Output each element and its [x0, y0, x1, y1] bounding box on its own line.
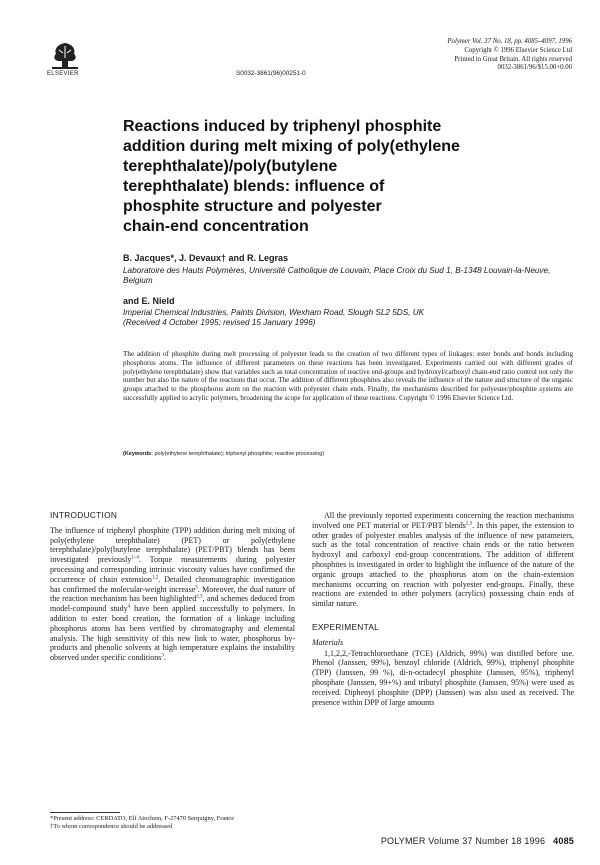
text-run: . Detailed chromatographic investigation has confirmed the molecular-weight increase [50, 574, 296, 594]
title-line: terephthalate)/poly(butylene [123, 158, 338, 175]
keywords [123, 451, 573, 457]
materials-paragraph: 1,1,2,2,-Tetrachloroethane (TCE) (Aldrich, 99%) was distilled before use. Phenol (Janssen, 99%), benzoyl chloride (Aldrich, 99%), triphenyl phosphite (TPP) (Janssen, 99 %), di-n-octadecyl phosphite (Janssen, 95%), triphenyl phosphate (Janssen, 99+%) and tributyl phosphite (Janssen, 95%) were used as received. Diphenyl phosphite (DPP) (Janssen) was also used as received. The presence within DPP of large amounts [312, 648, 574, 707]
subsection-heading-materials: Materials [312, 637, 344, 647]
page-footer [312, 836, 574, 846]
keywords-text: poly(ethylene terephthalate); triphenyl phosphite; reactive processing) [154, 451, 325, 457]
publisher-logo [50, 40, 80, 70]
footnote: †To whom correspondence should be addressed [50, 823, 173, 830]
text-run: , and schemes deduced from model-compound study [50, 594, 295, 614]
abstract: The addition of phosphite during melt processing of polyester leads to the creation of two different types of linkages: ester bonds and bonds including phosphorus atoms. The influence of different parameters on these reactions has been investigated. Experiments carried out with different grades of poly(ethylene terephthalate) show that variables such as total concentration of reactive end-groups and hydroxyl/carboxyl chain-end ratio control not only the number but also the nature of the reactions that occur. The addition of different phosphites also reveals the influence of the nature and structure of the organic groups attached to the phosphorus atom on the reaction with polyester chain ends. Finally, the mechanisms described for polyester/phosphite systems are successfully applied to acrylic polymers, broadening the scope for application of these reactions. Copyright © 1996 Elsevier Science Ltd. [123, 350, 573, 402]
tree-logo-icon [50, 40, 80, 70]
text-run: have been applied successfully to polymers. In addition to ester bond creation, the formation of a linkage including phosphorus atoms has been verified by chromatography and elemental analysis. The high sensitivity of this new link to water, phosphorus by-products and phenolic solvents at high temperature explains the instability observed under specific conditions [50, 604, 295, 663]
article-title [123, 117, 523, 237]
authors-group-1: B. Jacques*, J. Devaux† and R. Legras [123, 253, 289, 263]
title-line: Reactions induced by triphenyl phosphite [123, 118, 442, 135]
keywords-label: (Keywords: [123, 451, 153, 457]
title-line: terephthalate) blends: influence of [123, 178, 385, 195]
publisher-label: ELSEVIER [47, 71, 79, 77]
text-run: All the previously reported experiments concerning the reaction mechanisms involved one PET material or PET/PBT blends [312, 511, 574, 530]
affiliation-2: Imperial Chemical Industries, Paints Division, Wexham Road, Slough SL2 5DS, UK [123, 308, 425, 317]
citation-line: Polymer Vol. 37 No. 18, pp. 4085–4097, 1996 [447, 38, 572, 45]
journal-citation [410, 38, 572, 73]
affiliation-2-block [123, 308, 553, 329]
intro-paragraph-2 [312, 511, 574, 609]
text-run: The influence of triphenyl phosphite (TPP) addition during melt mixing of poly(ethylene terephthalate) (PET) or poly(ethylene terephthalate)/poly(butylene terephthalate) (PET/PBT) blends has been investigated previously [50, 525, 295, 565]
title-line: phosphite structure and polyester [123, 198, 382, 215]
right-column [312, 511, 574, 707]
footer-journal: POLYMER Volume 37 Number 18 1996 [380, 836, 546, 846]
footnotes [50, 815, 295, 831]
citation-line: Printed in Great Britain. All rights reserved [454, 55, 572, 63]
footnote: *Present address: CERDATO, Elf Atochem, F-27470 Serquigny, France [50, 815, 235, 822]
text-run: . Torque measurements during polyester processing and corresponding intrinsic viscosity values have confirmed the occurrence of chain extension [50, 555, 295, 584]
citation-ref: 2,3 [465, 521, 473, 527]
section-heading-experimental: EXPERIMENTAL [312, 621, 380, 632]
left-column [50, 511, 295, 663]
title-line: addition during melt mixing of poly(ethylene [123, 138, 460, 155]
citation-ref: 3 [161, 653, 164, 659]
affiliation-1: Laboratoire des Hauts Polymères, Université Catholique de Louvain, Place Croix du Sud 1, B-1348 Louvain-la-Neuve, Belgium [123, 266, 551, 286]
doi-code: S0032-3861(96)00251-0 [236, 70, 306, 77]
citation-ref: 1–4 [131, 555, 139, 561]
page-number: 4085 [553, 836, 574, 846]
authors-group-2: and E. Nield [123, 296, 175, 306]
citation-ref: 3 [195, 584, 198, 590]
citation-line: 0032-3861/96/$15.00+0.00 [497, 64, 572, 72]
text-run: . In this paper, the extension to other grades of polyester enables analysis of the influence of new parameters, such as the total concentration of reactive chain ends or the ratio between hydroxyl and carboxyl end-group concentrations. The addition of different phosphites is investigated in order to highlight the influence of the nature of the organic groups attached to the phosphorus atom on the chain-extension mechanisms occurring on reaction with polyester end-groups. Finally, these reactions are extended to other polymers (acrylics) possessing chain ends of similar nature. [312, 520, 574, 609]
title-line: chain-end concentration [123, 218, 309, 235]
received-dates: (Received 4 October 1995; revised 15 January 1996) [123, 318, 316, 328]
text-run: . [163, 653, 166, 663]
citation-ref: 1,2 [151, 575, 159, 581]
citation-line: Copyright © 1996 Elsevier Science Ltd [464, 46, 572, 54]
citation-ref: 2,3 [196, 594, 203, 600]
text-run: . Moreover, the dual nature of the reaction mechanism has been highlighted [50, 584, 296, 604]
section-heading-introduction: INTRODUCTION [50, 510, 118, 520]
citation-ref: 4 [127, 604, 131, 610]
intro-paragraph [50, 526, 295, 663]
footnote-divider [50, 812, 120, 813]
